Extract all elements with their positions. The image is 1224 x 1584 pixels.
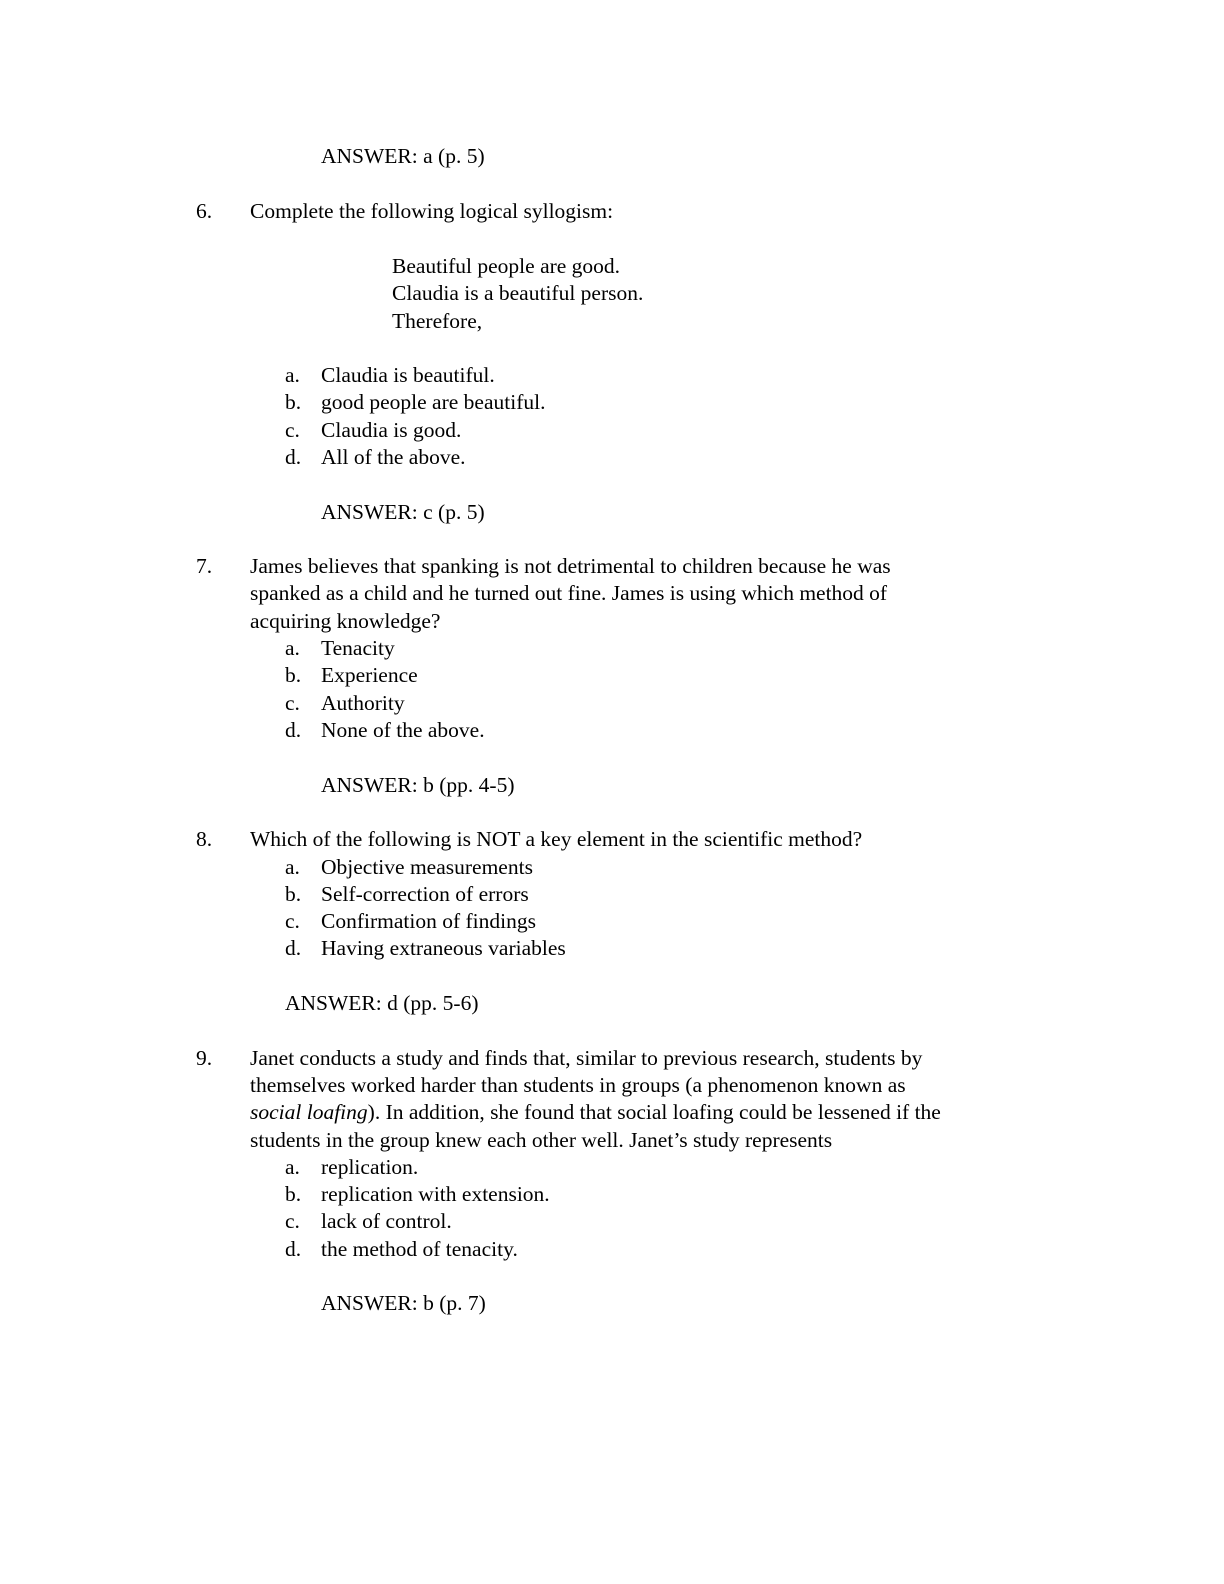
- option-letter: d.: [285, 445, 302, 469]
- question-text-9-line3: [250, 1099, 941, 1126]
- option-7d: [285, 717, 485, 744]
- option-7c: [285, 690, 405, 717]
- answer-prev: ANSWER: a (p. 5): [321, 144, 485, 168]
- option-letter: a.: [285, 1155, 300, 1179]
- option-letter: c.: [285, 691, 300, 715]
- question-number-9: 9.: [196, 1046, 213, 1070]
- option-text: Authority: [321, 691, 405, 715]
- option-text: lack of control.: [321, 1209, 452, 1233]
- option-text: Experience: [321, 663, 418, 687]
- question-text-9-line1: Janet conducts a study and finds that, similar to previous research, students by: [250, 1046, 923, 1070]
- answer-7: ANSWER: b (pp. 4-5): [321, 773, 515, 797]
- option-letter: c.: [285, 1209, 300, 1233]
- option-letter: c.: [285, 418, 300, 442]
- option-letter: b.: [285, 882, 302, 906]
- syllogism-premise-1: Beautiful people are good.: [392, 254, 621, 278]
- option-letter: c.: [285, 909, 300, 933]
- option-9a: [285, 1154, 418, 1181]
- option-letter: d.: [285, 1237, 302, 1261]
- option-7a: [285, 635, 395, 662]
- option-6c: [285, 417, 461, 444]
- option-letter: b.: [285, 663, 302, 687]
- option-6a: [285, 362, 495, 389]
- question-number-7: 7.: [196, 554, 213, 578]
- option-text: Self-correction of errors: [321, 882, 529, 906]
- option-9d: [285, 1236, 518, 1263]
- option-7b: [285, 662, 418, 689]
- syllogism-premise-2: Claudia is a beautiful person.: [392, 281, 644, 305]
- option-9c: [285, 1208, 452, 1235]
- question-text-7-line1: James believes that spanking is not detrimental to children because he was: [250, 554, 891, 578]
- option-letter: d.: [285, 718, 302, 742]
- option-text: All of the above.: [321, 445, 466, 469]
- option-text: Having extraneous variables: [321, 936, 566, 960]
- answer-6: ANSWER: c (p. 5): [321, 500, 485, 524]
- syllogism-conclusion: Therefore,: [392, 309, 483, 333]
- question-text-9-line2: themselves worked harder than students in groups (a phenomenon known as: [250, 1073, 906, 1097]
- option-text: Tenacity: [321, 636, 395, 660]
- option-letter: d.: [285, 936, 302, 960]
- option-8c: [285, 908, 536, 935]
- option-8a: [285, 854, 533, 881]
- option-letter: a.: [285, 363, 300, 387]
- option-text: Objective measurements: [321, 855, 533, 879]
- question-text-7-line2: spanked as a child and he turned out fine. James is using which method of: [250, 581, 888, 605]
- option-8b: [285, 881, 529, 908]
- option-9b: [285, 1181, 550, 1208]
- question-text-6: Complete the following logical syllogism:: [250, 199, 614, 223]
- answer-9: ANSWER: b (p. 7): [321, 1291, 486, 1315]
- option-text: replication with extension.: [321, 1182, 550, 1206]
- option-letter: a.: [285, 636, 300, 660]
- question-text-7-line3: acquiring knowledge?: [250, 609, 441, 633]
- option-text: None of the above.: [321, 718, 485, 742]
- option-text: the method of tenacity.: [321, 1237, 518, 1261]
- option-8d: [285, 935, 566, 962]
- option-letter: a.: [285, 855, 300, 879]
- option-text: Claudia is good.: [321, 418, 462, 442]
- answer-8: ANSWER: d (pp. 5-6): [285, 991, 479, 1015]
- option-text: good people are beautiful.: [321, 390, 546, 414]
- option-6d: [285, 444, 466, 471]
- option-letter: b.: [285, 390, 302, 414]
- question-number-6: 6.: [196, 199, 213, 223]
- option-text: replication.: [321, 1155, 419, 1179]
- question-text-9-line4: students in the group knew each other well. Janet’s study represents: [250, 1128, 833, 1152]
- option-text: Confirmation of findings: [321, 909, 536, 933]
- question-text-9-line3-rest: ). In addition, she found that social loafing could be lessened if the: [367, 1100, 941, 1124]
- option-letter: b.: [285, 1182, 302, 1206]
- term-social-loafing: social loafing: [250, 1100, 368, 1124]
- option-6b: [285, 389, 545, 416]
- option-text: Claudia is beautiful.: [321, 363, 495, 387]
- question-text-8: Which of the following is NOT a key element in the scientific method?: [250, 827, 863, 851]
- question-number-8: 8.: [196, 827, 213, 851]
